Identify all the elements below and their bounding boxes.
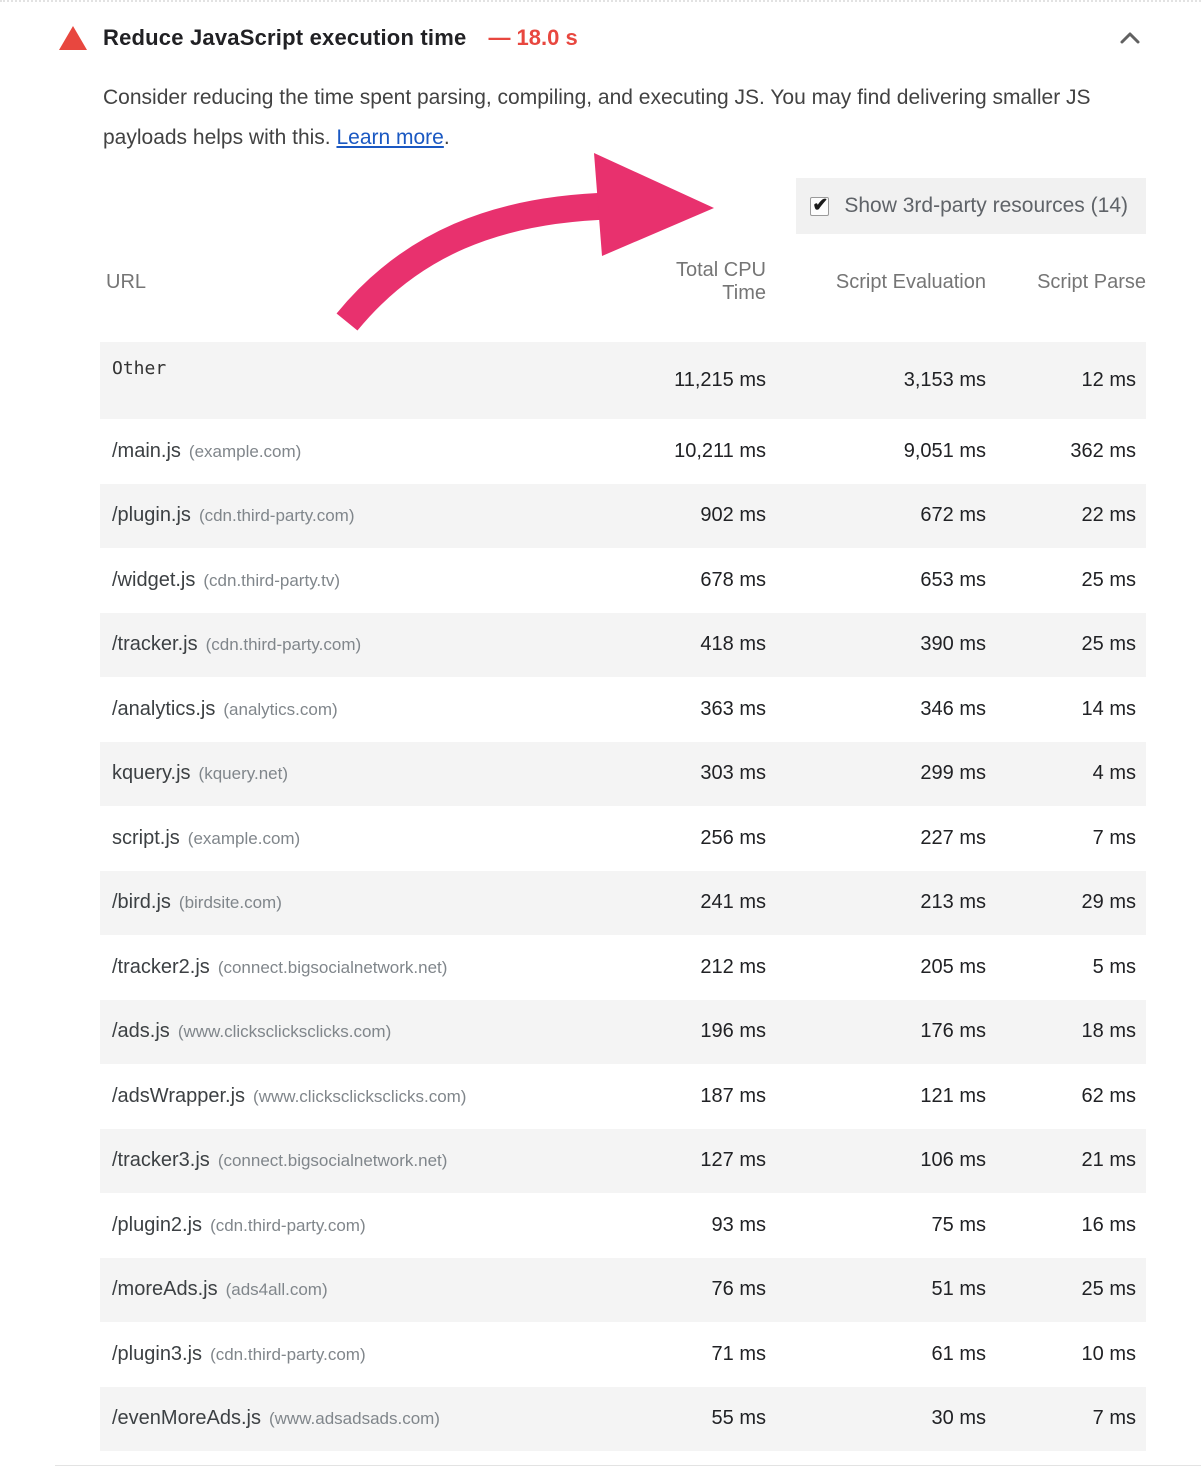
row-host: (example.com) — [187, 828, 301, 848]
row-url: /tracker2.js — [112, 955, 210, 978]
row-script-parse: 22 ms — [1081, 504, 1136, 527]
fail-triangle-icon — [58, 25, 88, 51]
table-header-row — [100, 234, 1146, 330]
url-cell — [100, 827, 551, 850]
row-total-cpu-time: 241 ms — [700, 891, 766, 914]
cpu-time-table — [100, 234, 1146, 1451]
url-cell — [100, 1020, 551, 1043]
row-script-parse: 10 ms — [1081, 1342, 1136, 1365]
row-script-evaluation: 205 ms — [920, 955, 986, 978]
row-total-cpu-time: 187 ms — [700, 1084, 766, 1107]
table-body — [100, 342, 1146, 1451]
row-host: (example.com) — [188, 441, 302, 461]
table-row — [100, 1064, 1146, 1129]
table-row — [100, 613, 1146, 678]
row-host: (cdn.third-party.com) — [198, 506, 355, 526]
url-cell — [100, 891, 551, 914]
url-cell — [100, 698, 551, 721]
chevron-up-icon — [1118, 30, 1142, 46]
row-total-cpu-time: 303 ms — [700, 762, 766, 785]
row-url: /plugin3.js — [112, 1342, 203, 1365]
row-script-evaluation: 299 ms — [920, 762, 986, 785]
row-host: (connect.bigsocialnetwork.net) — [217, 957, 448, 977]
row-script-evaluation: 346 ms — [920, 697, 986, 720]
row-host: (birdsite.com) — [178, 893, 282, 913]
table-row — [100, 1322, 1146, 1387]
table-row — [100, 342, 1146, 419]
row-script-evaluation: 51 ms — [931, 1278, 986, 1301]
third-party-filter-label[interactable]: Show 3rd-party resources (14) — [844, 194, 1128, 217]
row-total-cpu-time: 418 ms — [700, 633, 766, 656]
column-header-url: URL — [106, 270, 147, 293]
row-total-cpu-time: 678 ms — [700, 568, 766, 591]
row-script-evaluation: 106 ms — [920, 1149, 986, 1172]
table-row — [100, 1258, 1146, 1323]
table-row — [100, 1193, 1146, 1258]
row-script-evaluation: 9,051 ms — [903, 439, 986, 462]
audit-title: Reduce JavaScript execution time — [103, 25, 467, 50]
description-text: Consider reducing the time spent parsing, compiling, and executing JS. You may find delivering smaller JS payloads helps with this. — [103, 86, 1091, 149]
table-row — [100, 871, 1146, 936]
row-script-parse: 12 ms — [1081, 369, 1136, 391]
column-header-script-parse: Script Parse — [1037, 270, 1146, 293]
row-host: (www.clicksclicksclicks.com) — [253, 1086, 467, 1106]
table-row — [100, 548, 1146, 613]
row-url: /plugin.js — [112, 504, 191, 527]
table-row — [100, 742, 1146, 807]
table-row — [100, 1387, 1146, 1452]
row-script-parse: 7 ms — [1092, 826, 1136, 849]
row-url: /main.js — [112, 439, 181, 462]
row-url: /adsWrapper.js — [112, 1084, 246, 1107]
description-period: . — [443, 126, 450, 149]
row-script-evaluation: 30 ms — [931, 1407, 986, 1430]
row-script-parse: 25 ms — [1081, 633, 1136, 656]
table-row — [100, 484, 1146, 549]
audit-description — [103, 78, 1098, 158]
row-script-evaluation: 61 ms — [931, 1342, 986, 1365]
row-script-parse: 7 ms — [1092, 1407, 1136, 1430]
url-cell — [100, 1278, 551, 1301]
url-cell — [100, 633, 551, 656]
url-cell — [100, 342, 551, 380]
row-script-parse: 14 ms — [1081, 697, 1136, 720]
row-host: (www.adsadsads.com) — [268, 1409, 440, 1429]
row-total-cpu-time: 76 ms — [711, 1278, 766, 1301]
row-script-parse: 62 ms — [1081, 1084, 1136, 1107]
row-script-parse: 16 ms — [1081, 1213, 1136, 1236]
row-host: (analytics.com) — [223, 699, 338, 719]
url-cell — [100, 569, 551, 592]
table-row — [100, 677, 1146, 742]
column-header-script-evaluation: Script Evaluation — [835, 270, 986, 293]
row-url: /tracker3.js — [112, 1149, 210, 1172]
row-total-cpu-time: 196 ms — [700, 1020, 766, 1043]
row-script-evaluation: 227 ms — [920, 826, 986, 849]
third-party-filter-bar — [796, 178, 1146, 234]
row-host: (connect.bigsocialnetwork.net) — [217, 1151, 448, 1171]
url-cell — [100, 762, 551, 785]
audit-header — [58, 22, 1146, 54]
row-host: (kquery.net) — [198, 764, 288, 784]
row-script-evaluation: 3,153 ms — [903, 369, 986, 391]
row-url: script.js — [112, 826, 180, 849]
row-script-parse: 29 ms — [1081, 891, 1136, 914]
table-row — [100, 419, 1146, 484]
row-script-evaluation: 672 ms — [920, 504, 986, 527]
collapse-button[interactable] — [1114, 26, 1146, 50]
row-total-cpu-time: 93 ms — [711, 1213, 766, 1236]
table-row — [100, 1129, 1146, 1194]
row-script-parse: 25 ms — [1081, 568, 1136, 591]
row-total-cpu-time: 363 ms — [700, 697, 766, 720]
table-row — [100, 935, 1146, 1000]
row-script-parse: 25 ms — [1081, 1278, 1136, 1301]
url-cell — [100, 504, 551, 527]
row-total-cpu-time: 10,211 ms — [674, 439, 766, 462]
table-row — [100, 806, 1146, 871]
row-script-parse: 5 ms — [1092, 955, 1136, 978]
row-url: Other — [112, 358, 167, 379]
url-cell — [100, 1214, 551, 1237]
row-url: /tracker.js — [112, 633, 198, 656]
row-host: (cdn.third-party.tv) — [203, 570, 341, 590]
row-url: /analytics.js — [112, 697, 216, 720]
row-url: /moreAds.js — [112, 1278, 218, 1301]
row-script-evaluation: 653 ms — [920, 568, 986, 591]
row-url: /widget.js — [112, 568, 196, 591]
row-total-cpu-time: 11,215 ms — [674, 369, 766, 391]
row-total-cpu-time: 71 ms — [711, 1342, 766, 1365]
row-script-parse: 362 ms — [1070, 439, 1136, 462]
row-url: /plugin2.js — [112, 1213, 203, 1236]
row-script-parse: 21 ms — [1081, 1149, 1136, 1172]
row-script-parse: 18 ms — [1081, 1020, 1136, 1043]
url-cell — [100, 1085, 551, 1108]
table-row — [100, 1000, 1146, 1065]
row-host: (cdn.third-party.com) — [210, 1215, 366, 1235]
url-cell — [100, 440, 551, 463]
row-host: (cdn.third-party.com) — [210, 1344, 366, 1364]
row-host: (www.clicksclicksclicks.com) — [177, 1022, 392, 1042]
url-cell — [100, 956, 551, 979]
row-script-evaluation: 176 ms — [920, 1020, 986, 1043]
row-url: /bird.js — [112, 891, 171, 914]
row-total-cpu-time: 55 ms — [711, 1407, 766, 1430]
column-header-total-cpu-time: Total CPU Time — [675, 259, 766, 304]
row-script-evaluation: 121 ms — [920, 1084, 986, 1107]
third-party-checkbox[interactable] — [810, 197, 829, 216]
row-host: (ads4all.com) — [225, 1280, 328, 1300]
section-divider — [55, 1465, 1201, 1466]
url-cell — [100, 1407, 551, 1430]
row-url: /ads.js — [112, 1020, 170, 1043]
url-cell — [100, 1343, 551, 1366]
url-cell — [100, 1149, 551, 1172]
row-total-cpu-time: 212 ms — [700, 955, 766, 978]
row-total-cpu-time: 902 ms — [700, 504, 766, 527]
row-script-evaluation: 213 ms — [920, 891, 986, 914]
row-script-evaluation: 75 ms — [931, 1213, 986, 1236]
row-url: kquery.js — [112, 762, 191, 785]
row-script-parse: 4 ms — [1092, 762, 1136, 785]
row-total-cpu-time: 256 ms — [700, 826, 766, 849]
row-url: /evenMoreAds.js — [112, 1407, 261, 1430]
savings-estimate: — 18.0 s — [488, 25, 578, 50]
row-script-evaluation: 390 ms — [920, 633, 986, 656]
row-host: (cdn.third-party.com) — [205, 635, 362, 655]
row-total-cpu-time: 127 ms — [700, 1149, 766, 1172]
learn-more-link[interactable]: Learn more — [336, 126, 444, 149]
